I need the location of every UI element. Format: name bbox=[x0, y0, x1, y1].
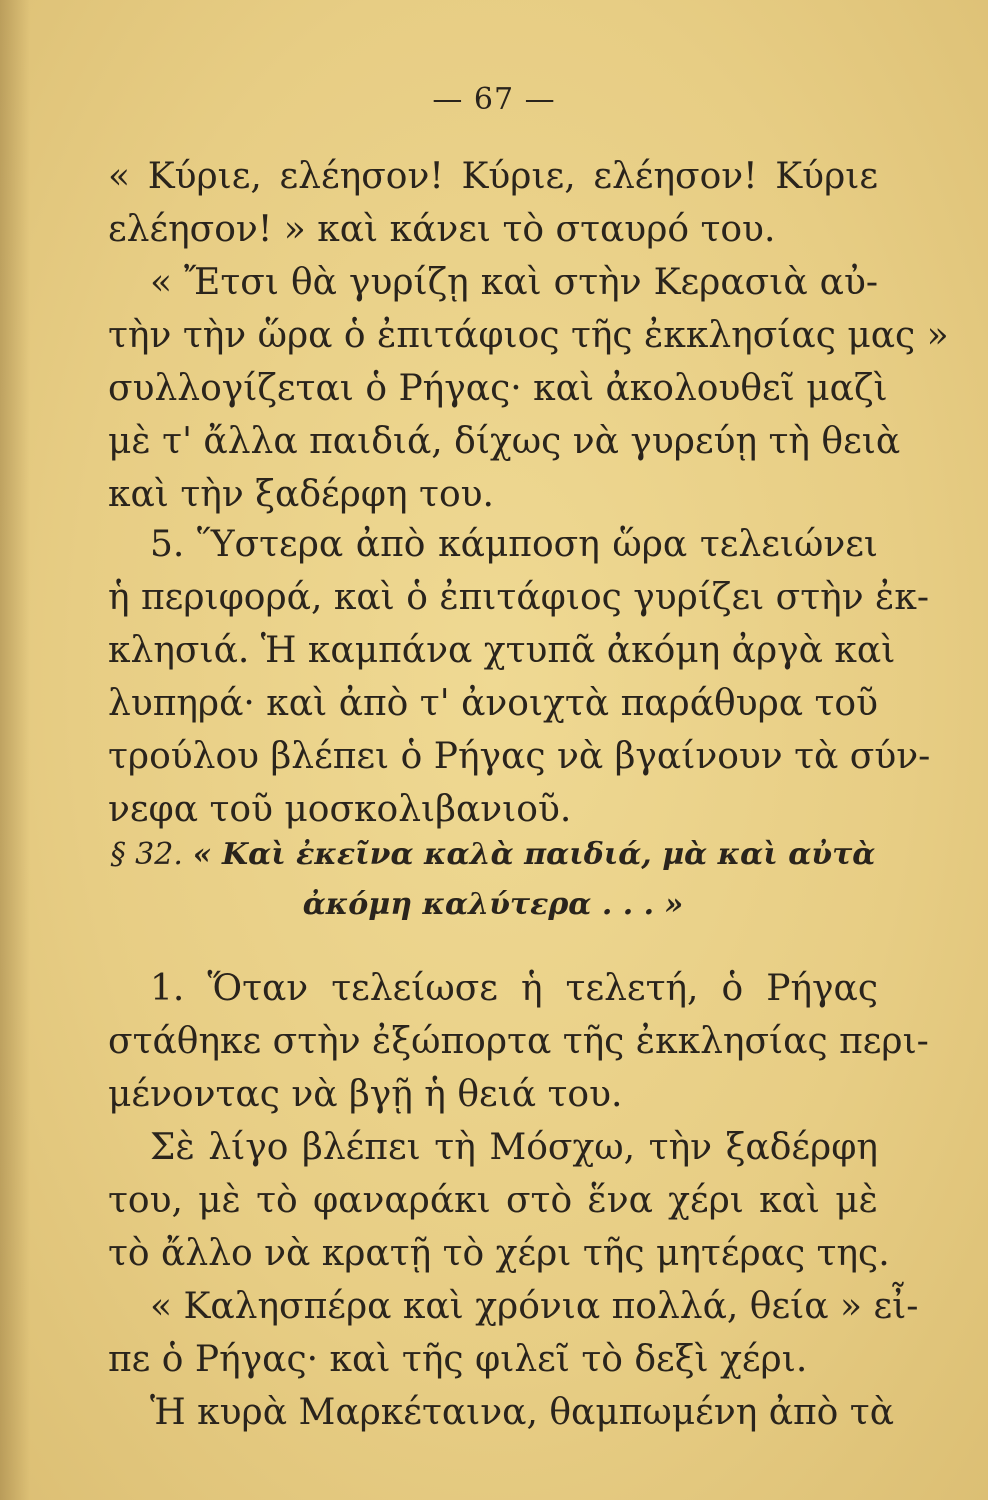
section-number: § 32. bbox=[110, 837, 183, 872]
section-title-line-2: ἀκόμη καλύτερα . . . » bbox=[302, 887, 684, 922]
text-line: πε ὁ Ρήγας· καὶ τῆς φιλεῖ τὸ δεξὶ χέρι. bbox=[108, 1339, 808, 1380]
text-line: του, μὲ τὸ φαναράκι στὸ ἕνα χέρι καὶ μὲ bbox=[108, 1180, 878, 1221]
text-line: « Κύριε, ελέησον! Κύριε, ελέησον! Κύριε bbox=[108, 156, 878, 197]
section-heading bbox=[108, 830, 878, 930]
text-line: 1. Ὅταν τελείωσε ἡ τελετή, ὁ Ρήγας bbox=[150, 968, 878, 1009]
text-line: ελέησον! » καὶ κάνει τὸ σταυρό του. bbox=[108, 209, 776, 250]
text-line: νεφα τοῦ μοσκολιβανιοῦ. bbox=[108, 789, 572, 830]
page-edge-shadow bbox=[0, 0, 30, 1500]
text-line: τρούλου βλέπει ὁ Ρήγας νὰ βγαίνουν τὰ σύν- bbox=[108, 736, 931, 777]
text-line: Ἡ κυρὰ Μαρκέταινα, θαμπωμένη ἀπὸ τὰ bbox=[150, 1392, 895, 1433]
text-line: στάθηκε στὴν ἐξώπορτα τῆς ἐκκλησίας περι- bbox=[108, 1021, 929, 1062]
paragraph-block-1 bbox=[108, 150, 949, 521]
page-number: — 67 — bbox=[432, 82, 556, 117]
text-line: τὸ ἄλλο νὰ κρατῇ τὸ χέρι τῆς μητέρας της. bbox=[108, 1233, 890, 1274]
text-line: καὶ τὴν ξαδέρφη του. bbox=[108, 474, 494, 515]
section-title-line-1: « Καὶ ἐκεῖνα καλὰ παιδιά, μὰ καὶ αὐτὰ bbox=[192, 837, 876, 872]
paragraph-block-3 bbox=[108, 962, 929, 1439]
text-line: λυπηρά· καὶ ἀπὸ τ' ἀνοιχτὰ παράθυρα τοῦ bbox=[108, 683, 878, 724]
text-line: ἡ περιφορά, καὶ ὁ ἐπιτάφιος γυρίζει στὴν ἐκ- bbox=[108, 577, 930, 618]
paragraph-block-2 bbox=[108, 518, 931, 836]
text-line: κλησιά. Ἡ καμπάνα χτυπᾶ ἀκόμη ἀργὰ καὶ bbox=[108, 630, 896, 671]
text-line: μένοντας νὰ βγῇ ἡ θειά του. bbox=[108, 1074, 623, 1115]
text-line: 5. Ὕστερα ἀπὸ κάμποση ὥρα τελειώνει bbox=[150, 524, 878, 565]
text-line: συλλογίζεται ὁ Ρήγας· καὶ ἀκολουθεῖ μαζὶ bbox=[108, 368, 888, 409]
text-line: Σὲ λίγο βλέπει τὴ Μόσχω, τὴν ξαδέρφη bbox=[150, 1127, 878, 1168]
text-line: τὴν τὴν ὥρα ὁ ἐπιτάφιος τῆς ἐκκλησίας μας » bbox=[108, 315, 949, 356]
text-line: « Καλησπέρα καὶ χρόνια πολλά, θεία » εἶ- bbox=[150, 1286, 919, 1327]
text-line: μὲ τ' ἄλλα παιδιά, δίχως νὰ γυρεύῃ τὴ θειὰ bbox=[108, 421, 901, 462]
text-line: « Ἔτσι θὰ γυρίζῃ καὶ στὴν Κερασιὰ αὐ- bbox=[150, 262, 878, 303]
